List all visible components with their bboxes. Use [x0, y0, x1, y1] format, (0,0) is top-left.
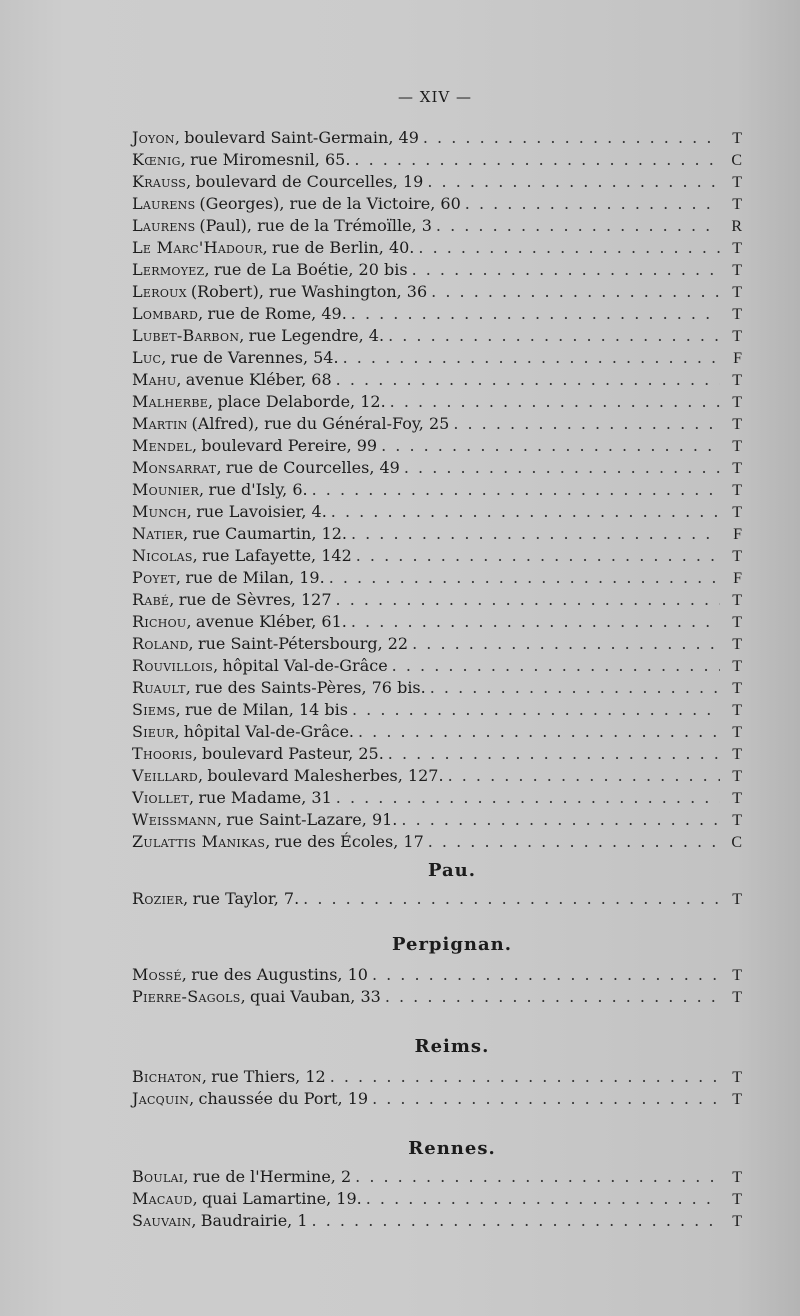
entry-name: Munch, — [132, 502, 193, 521]
leader-dots — [366, 1188, 720, 1210]
entry-code: T — [732, 680, 742, 697]
entry-address: boulevard Pereire, 99 — [201, 436, 378, 455]
entry-address: (Georges), rue de la Victoire, 60 — [199, 194, 461, 213]
entry-name: Mossé, — [132, 965, 188, 984]
entry-address: rue Miromesnil, 65. — [190, 150, 351, 169]
entry-address: hôpital Val-de-Grâce — [222, 656, 388, 675]
page-number: — XIV — — [398, 88, 472, 106]
entry-name: Rouvillois, — [132, 656, 219, 675]
leader-dots — [329, 567, 720, 589]
entry-name: Lombard, — [132, 304, 204, 323]
list-item — [132, 347, 742, 369]
entry-name: Kœnig, — [132, 150, 187, 169]
entry-address: chaussée du Port, 19 — [198, 1089, 369, 1108]
entry-name: Veillard, — [132, 766, 204, 785]
leader-dots — [401, 809, 720, 831]
entry-code: T — [732, 394, 742, 411]
list-item — [132, 501, 742, 523]
entry-name: Jacquin, — [132, 1089, 195, 1108]
list-item — [132, 611, 742, 633]
entry-code: T — [732, 174, 742, 191]
entry-code: T — [732, 372, 742, 389]
leader-dots — [381, 435, 720, 457]
leader-dots — [331, 501, 720, 523]
leader-dots — [404, 457, 720, 479]
entry-name: Rabé, — [132, 590, 175, 609]
leader-dots — [343, 347, 720, 369]
entry-code: T — [732, 262, 742, 279]
list-item — [132, 171, 742, 193]
entry-name: Joyon, — [132, 128, 181, 147]
leader-dots — [356, 545, 720, 567]
entry-name: Roland, — [132, 634, 194, 653]
leader-dots — [303, 888, 720, 910]
leader-dots — [390, 391, 720, 413]
leader-dots — [358, 721, 720, 743]
entry-name: Poyet, — [132, 568, 182, 587]
entry-address: avenue Kléber, 61. — [195, 612, 347, 631]
entry-name: Martin — [132, 414, 188, 433]
entry-code: C — [731, 152, 742, 169]
list-item — [132, 325, 742, 347]
entry-address: rue Lavoisier, 4. — [196, 502, 327, 521]
leader-dots — [388, 743, 720, 765]
entry-name: Lermoyez, — [132, 260, 210, 279]
leader-dots — [336, 369, 720, 391]
entry-code: T — [732, 328, 742, 345]
entry-name: Boulai, — [132, 1167, 189, 1186]
entry-address: rue de La Boétie, 20 bis — [213, 260, 408, 279]
leader-dots — [336, 787, 720, 809]
leader-dots — [427, 171, 720, 193]
leader-dots — [448, 765, 720, 787]
entry-code: T — [732, 614, 742, 631]
list-item — [132, 259, 742, 281]
entry-address: rue de Milan, 19. — [185, 568, 325, 587]
entry-name: Bichaton, — [132, 1067, 208, 1086]
entry-code: T — [732, 702, 742, 719]
entry-code: T — [732, 130, 742, 147]
leader-dots — [312, 1210, 720, 1232]
list-item — [132, 193, 742, 215]
entry-code: T — [732, 504, 742, 521]
entry-code: T — [732, 768, 742, 785]
entry-name: Rozier, — [132, 889, 189, 908]
entry-code: T — [732, 724, 742, 741]
list-item — [132, 1088, 742, 1110]
entry-address: rue de Courcelles, 49 — [225, 458, 400, 477]
entry-name: Sieur, — [132, 722, 180, 741]
list-item — [132, 888, 742, 910]
list-item — [132, 633, 742, 655]
entry-code: T — [732, 196, 742, 213]
list-item — [132, 765, 742, 787]
section-title-reims: Reims. — [414, 1036, 490, 1057]
entry-code: T — [732, 1091, 742, 1108]
entry-name: Thooris, — [132, 744, 198, 763]
leader-dots — [428, 831, 720, 853]
rennes-list — [132, 1166, 742, 1232]
list-item — [132, 589, 742, 611]
section-title-rennes: Rennes. — [408, 1138, 496, 1159]
list-item — [132, 127, 742, 149]
list-item — [132, 523, 742, 545]
entry-address: boulevard Pasteur, 25. — [201, 744, 384, 763]
list-item — [132, 787, 742, 809]
list-item — [132, 391, 742, 413]
entry-code: F — [733, 350, 742, 367]
list-item — [132, 655, 742, 677]
list-item — [132, 699, 742, 721]
leader-dots — [418, 237, 720, 259]
entry-address: rue des Saints-Pères, 76 bis. — [195, 678, 426, 697]
entry-code: T — [732, 658, 742, 675]
list-item — [132, 435, 742, 457]
leader-dots — [330, 1066, 720, 1088]
list-item — [132, 986, 742, 1008]
list-item — [132, 1166, 742, 1188]
section-title-pau: Pau. — [427, 860, 477, 881]
entry-address: rue de l'Hermine, 2 — [192, 1167, 352, 1186]
entry-code: T — [732, 306, 742, 323]
entry-address: Baudrairie, 1 — [200, 1211, 308, 1230]
entry-address: boulevard Malesherbes, 127. — [207, 766, 444, 785]
entry-address: rue Lafayette, 142 — [202, 546, 352, 565]
leader-dots — [431, 281, 720, 303]
entry-code: T — [732, 790, 742, 807]
entry-code: T — [732, 989, 742, 1006]
leader-dots — [351, 523, 720, 545]
entry-code: T — [732, 240, 742, 257]
leader-dots — [436, 215, 720, 237]
entry-name: Mahu, — [132, 370, 182, 389]
entry-code: T — [732, 746, 742, 763]
list-item — [132, 149, 742, 171]
entry-name: Mendel, — [132, 436, 198, 455]
leader-dots — [453, 413, 720, 435]
entry-code: T — [732, 812, 742, 829]
entry-code: T — [732, 1069, 742, 1086]
entry-name: Zulattis Manikas, — [132, 832, 271, 851]
leader-dots — [351, 611, 720, 633]
list-item — [132, 545, 742, 567]
list-item — [132, 1188, 742, 1210]
list-item — [132, 964, 742, 986]
leader-dots — [372, 964, 720, 986]
entry-address: rue Thiers, 12 — [211, 1067, 326, 1086]
leader-dots — [312, 479, 720, 501]
entry-address: rue Taylor, 7. — [192, 889, 300, 908]
entry-address: rue de Varennes, 54. — [170, 348, 339, 367]
list-item — [132, 721, 742, 743]
entry-code: T — [732, 284, 742, 301]
entry-name: Monsarrat, — [132, 458, 222, 477]
entry-address: (Alfred), rue du Général-Foy, 25 — [191, 414, 450, 433]
entry-code: T — [732, 636, 742, 653]
leader-dots — [354, 149, 720, 171]
entry-name: Le Marc'Hadour, — [132, 238, 269, 257]
entry-address: quai Vauban, 33 — [249, 987, 381, 1006]
entry-name: Viollet, — [132, 788, 195, 807]
entry-name: Pierre-Sagols, — [132, 987, 246, 1006]
leader-dots — [388, 325, 720, 347]
entry-code: T — [732, 967, 742, 984]
entry-name: Krauss, — [132, 172, 192, 191]
list-item — [132, 281, 742, 303]
list-item — [132, 457, 742, 479]
list-item — [132, 479, 742, 501]
entry-address: hôpital Val-de-Grâce. — [183, 722, 354, 741]
entry-address: place Delaborde, 12. — [217, 392, 386, 411]
entry-name: Nicolas, — [132, 546, 199, 565]
perpignan-list — [132, 964, 742, 1008]
entry-name: Siems, — [132, 700, 182, 719]
entry-code: T — [732, 416, 742, 433]
entry-code: T — [732, 548, 742, 565]
entry-code: C — [731, 834, 742, 851]
leader-dots — [385, 986, 720, 1008]
entry-name: Macaud, — [132, 1189, 198, 1208]
entry-address: avenue Kléber, 68 — [185, 370, 332, 389]
section-title-perpignan: Perpignan. — [391, 934, 513, 955]
entry-name: Ruault, — [132, 678, 192, 697]
entry-code: T — [732, 460, 742, 477]
list-item — [132, 215, 742, 237]
entry-name: Malherbe, — [132, 392, 214, 411]
entry-name: Laurens — [132, 194, 196, 213]
entry-name: Leroux — [132, 282, 187, 301]
paris-list — [132, 127, 742, 853]
entry-code: T — [732, 438, 742, 455]
reims-list — [132, 1066, 742, 1110]
entry-name: Richou, — [132, 612, 192, 631]
entry-code: T — [732, 1213, 742, 1230]
list-item — [132, 413, 742, 435]
leader-dots — [392, 655, 720, 677]
entry-address: rue Saint-Pétersbourg, 22 — [197, 634, 409, 653]
entry-address: rue de Rome, 49. — [207, 304, 347, 323]
leader-dots — [352, 699, 720, 721]
list-item — [132, 369, 742, 391]
entry-code: T — [732, 592, 742, 609]
entry-code: T — [732, 482, 742, 499]
list-item — [132, 1210, 742, 1232]
leader-dots — [465, 193, 720, 215]
entry-address: rue d'Isly, 6. — [208, 480, 308, 499]
entry-name: Mounier, — [132, 480, 205, 499]
entry-code: F — [733, 526, 742, 543]
entry-address: boulevard de Courcelles, 19 — [195, 172, 424, 191]
entry-name: Natier, — [132, 524, 189, 543]
pau-list — [132, 888, 742, 910]
entry-code: F — [733, 570, 742, 587]
entry-name: Laurens — [132, 216, 196, 235]
entry-address: rue Caumartin, 12. — [192, 524, 347, 543]
leader-dots — [351, 303, 720, 325]
leader-dots — [336, 589, 720, 611]
list-item — [132, 677, 742, 699]
entry-code: T — [732, 1169, 742, 1186]
list-item — [132, 831, 742, 853]
entry-address: rue Saint-Lazare, 91. — [226, 810, 398, 829]
list-item — [132, 743, 742, 765]
entry-name: Lubet-Barbon, — [132, 326, 245, 345]
entry-address: quai Lamartine, 19. — [201, 1189, 362, 1208]
entry-code: T — [732, 891, 742, 908]
entry-address: (Paul), rue de la Trémoïlle, 3 — [199, 216, 432, 235]
entry-address: rue de Berlin, 40. — [272, 238, 415, 257]
entry-name: Weissmann, — [132, 810, 223, 829]
entry-address: rue de Milan, 14 bis — [185, 700, 348, 719]
leader-dots — [412, 633, 720, 655]
entry-address: rue des Écoles, 17 — [274, 832, 424, 851]
entry-address: rue des Augustins, 10 — [191, 965, 368, 984]
entry-address: rue de Sèvres, 127 — [178, 590, 332, 609]
entry-code: R — [731, 218, 742, 235]
leader-dots — [412, 259, 720, 281]
entry-code: T — [732, 1191, 742, 1208]
list-item — [132, 303, 742, 325]
list-item — [132, 237, 742, 259]
leader-dots — [372, 1088, 720, 1110]
leader-dots — [430, 677, 720, 699]
entry-address: boulevard Saint-Germain, 49 — [184, 128, 419, 147]
list-item — [132, 809, 742, 831]
entry-address: (Robert), rue Washington, 36 — [190, 282, 428, 301]
entry-name: Sauvain, — [132, 1211, 197, 1230]
entry-name: Luc, — [132, 348, 167, 367]
leader-dots — [355, 1166, 720, 1188]
list-item — [132, 567, 742, 589]
entry-address: rue Madame, 31 — [198, 788, 332, 807]
entry-address: rue Legendre, 4. — [248, 326, 385, 345]
list-item — [132, 1066, 742, 1088]
leader-dots — [423, 127, 720, 149]
